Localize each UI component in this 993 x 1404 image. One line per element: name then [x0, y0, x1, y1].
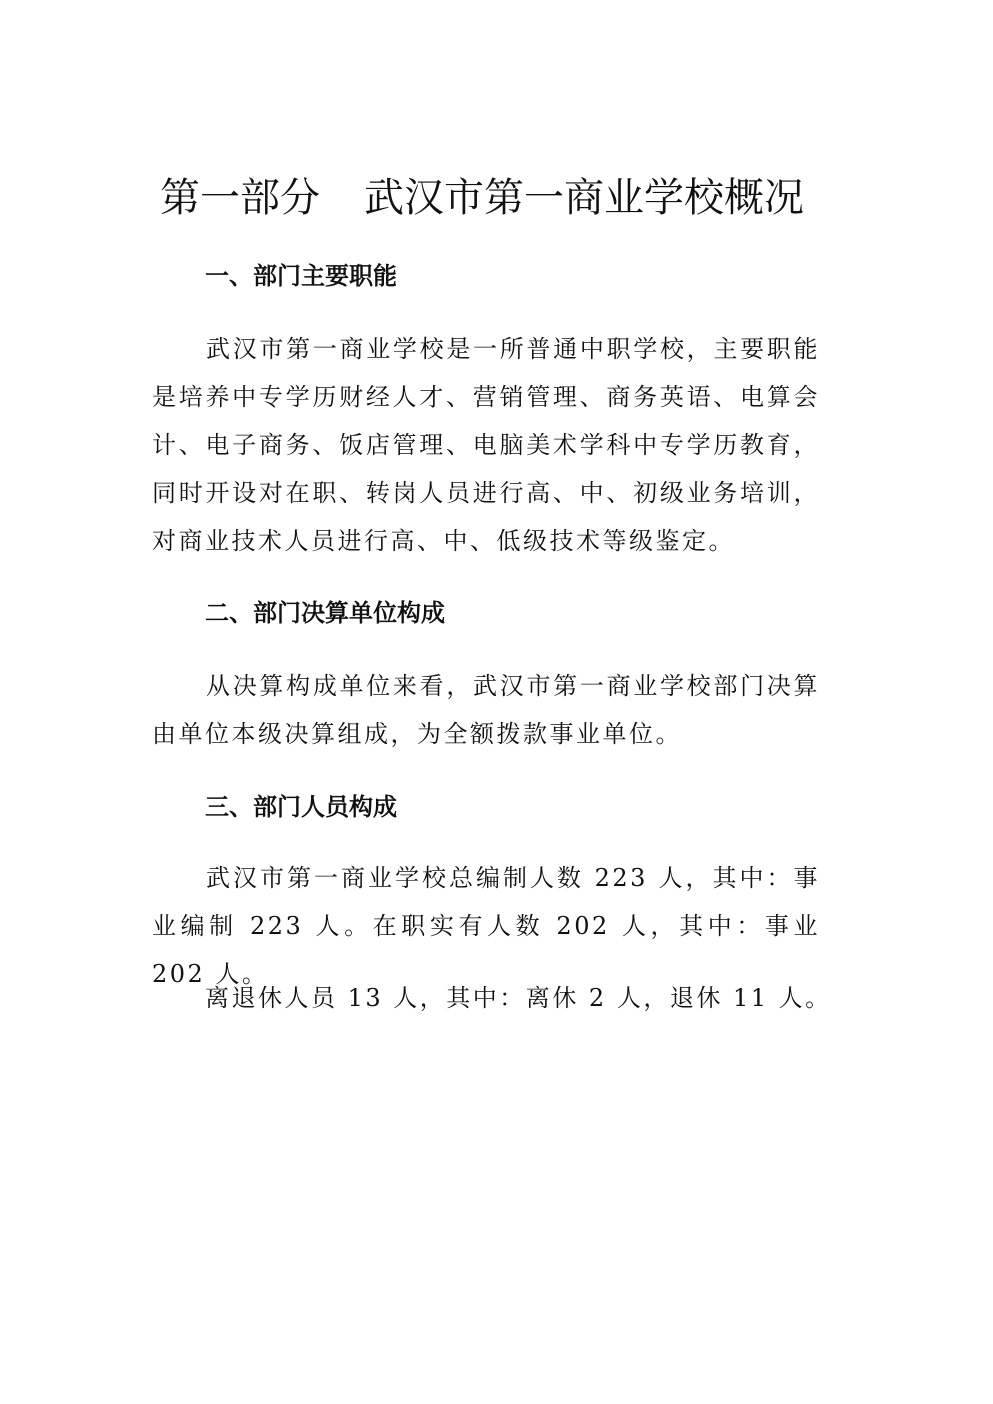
section-heading-units: 二、部门决算单位构成	[205, 599, 445, 627]
section-heading-staff: 三、部门人员构成	[205, 793, 397, 821]
section-paragraph-units: 从决算构成单位来看，武汉市第一商业学校部门决算由单位本级决算组成，为全额拨款事业单位。	[152, 672, 820, 748]
section-paragraph-staff: 武汉市第一商业学校总编制人数 223 人，其中：事业编制 223 人。在职实有人数 202 人，其中：事业 202 人。	[152, 864, 820, 988]
page-title	[160, 170, 860, 226]
title-part: 第一部分	[160, 175, 320, 221]
title-name: 武汉市第一商业学校概况	[364, 175, 804, 221]
section-paragraph-functions: 武汉市第一商业学校是一所普通中职学校，主要职能是培养中专学历财经人才、营销管理、商务英语、电算会计、电子商务、饭店管理、电脑美术学科中专学历教育，同时开设对在职、转岗人员进行高、中、初级业务培训，对商业技术人员进行高、中、低级技术等级鉴定。	[152, 335, 820, 555]
section-heading-functions: 一、部门主要职能	[205, 262, 397, 290]
retired-staff-line: 离退休人员 13 人，其中：离休 2 人，退休 11 人。	[205, 984, 832, 1012]
